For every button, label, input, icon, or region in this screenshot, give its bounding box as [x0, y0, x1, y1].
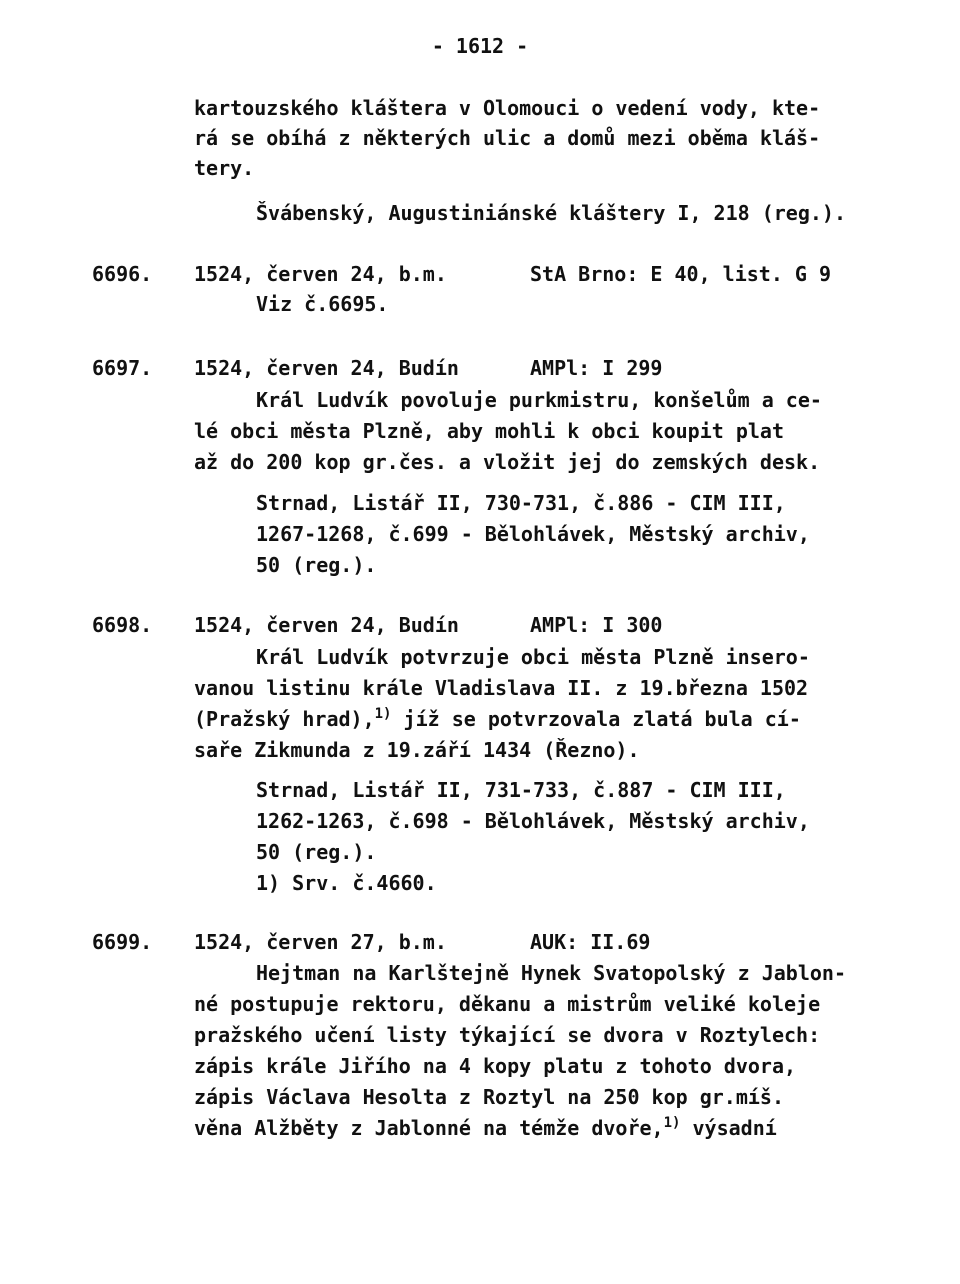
entry-text-line: lé obci města Plzně, aby mohli k obci koupit plat: [194, 419, 785, 443]
entry-reference-line: 1267-1268, č.699 - Bělohlávek, Městský archiv,: [256, 522, 810, 546]
entry-text-line: Viz č.6695.: [256, 292, 389, 316]
continuation-reference: Švábenský, Augustiniánské kláštery I, 218 (reg.).: [256, 201, 847, 225]
entry-text-line: Král Ludvík potvrzuje obci města Plzně insero-: [256, 645, 810, 669]
entry-text-line: až do 200 kop gr.čes. a vložit jej do zemských desk.: [194, 450, 821, 474]
entry-header: 1524, červen 24, Budín: [194, 613, 459, 637]
entry-reference-line: 50 (reg.).: [256, 553, 377, 577]
entry-archive: StA Brno: E 40, list. G 9: [530, 262, 832, 286]
entry-header: 1524, červen 27, b.m.: [194, 930, 447, 954]
entry-text-line: vanou listinu krále Vladislava II. z 19.března 1502: [194, 676, 809, 700]
entry-text-line: věna Alžběty z Jablonné na témže dvoře,$^{1)}$ výsadní: [194, 1115, 777, 1140]
entry-number: 6699.: [92, 930, 153, 954]
entry-reference-line: 1262-1263, č.698 - Bělohlávek, Městský archiv,: [256, 809, 810, 833]
entry-number: 6696.: [92, 262, 153, 286]
entry-text-line: né postupuje rektoru, děkanu a mistrům veliké koleje: [194, 992, 821, 1016]
entry-number: 6697.: [92, 356, 153, 380]
entry-text-line: zápis Václava Hesolta z Roztyl na 250 kop gr.míš.: [194, 1085, 785, 1109]
entry-text-line: (Pražský hrad),$^{1)}$ jíž se potvrzovala zlatá bula cí-: [194, 706, 801, 731]
footnote-marker: 1): [663, 1115, 681, 1131]
entry-text-line: saře Zikmunda z 19.září 1434 (Řezno).: [194, 738, 640, 762]
page-number: - 1612 -: [431, 34, 529, 58]
entry-reference-line: Strnad, Listář II, 730-731, č.886 - CIM III,: [256, 491, 786, 515]
entry-number: 6698.: [92, 613, 153, 637]
entry-text-line: pražského učení listy týkající se dvora v Roztylech:: [194, 1023, 821, 1047]
footnote-marker: 1): [374, 706, 392, 722]
entry-reference-line: 50 (reg.).: [256, 840, 377, 864]
entry-archive: AMPl: I 299: [530, 356, 663, 380]
entry-text-line: zápis krále Jiřího na 4 kopy platu z tohoto dvora,: [194, 1054, 797, 1078]
continuation-line: tery.: [194, 156, 255, 180]
entry-text-line: Král Ludvík povoluje purkmistru, konšelům a ce-: [256, 388, 822, 412]
entry-header: 1524, červen 24, b.m.: [194, 262, 447, 286]
entry-archive: AMPl: I 300: [530, 613, 663, 637]
continuation-line: kartouzského kláštera v Olomouci o vedení vody, kte-: [194, 96, 821, 120]
footnote: 1) Srv. č.4660.: [256, 871, 437, 895]
entry-reference-line: Strnad, Listář II, 731-733, č.887 - CIM III,: [256, 778, 786, 802]
entry-archive: AUK: II.69: [530, 930, 651, 954]
continuation-line: rá se obíhá z některých ulic a domů mezi oběma kláš-: [194, 126, 821, 150]
entry-text-line: Hejtman na Karlštejně Hynek Svatopolský z Jablon-: [256, 961, 847, 985]
entry-header: 1524, červen 24, Budín: [194, 356, 459, 380]
